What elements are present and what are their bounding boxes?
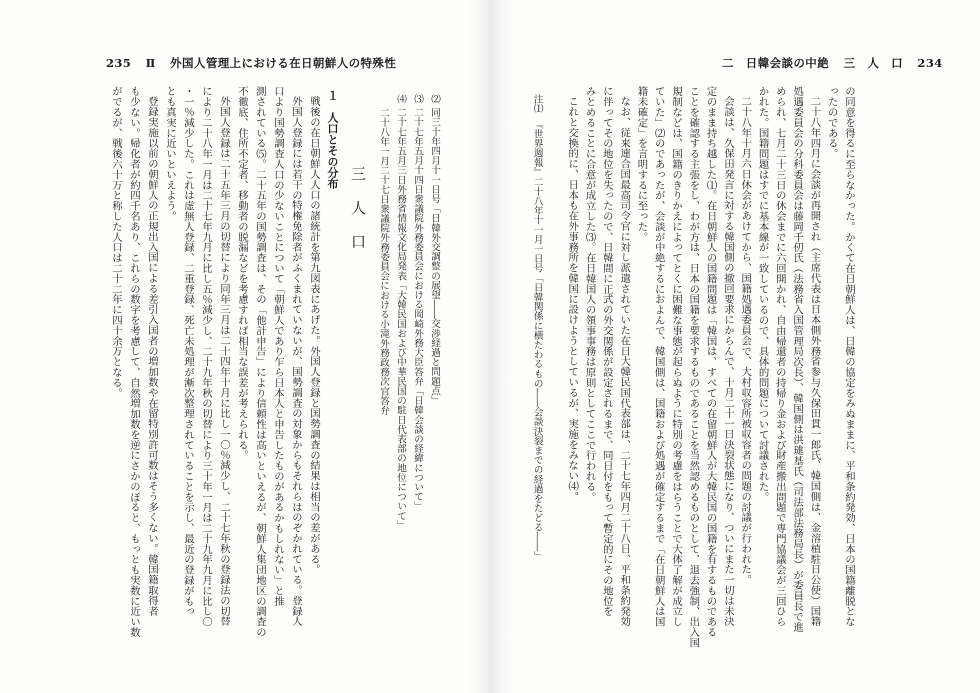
note-marker: ⑵ — [429, 94, 440, 104]
body-line: 処遇委員会の分科委員会は藤岡千仞氏（法務省入国管理局次長）、韓国側は洪璡基氏（司法部法務局長）が委員長で進 — [791, 86, 804, 632]
body-line: これと交換的に、日本も在外事務所を韓国に設けようとしているが、実施をみない⑷。 — [566, 96, 579, 502]
paragraph — [161, 86, 233, 646]
body-line: 二十八年四月に会談が再開され（主席代表は日本側外務省参与久保田貫一郎氏、韓国側は、金溶植駐日公使）国籍 — [808, 96, 821, 627]
body-line: 会談は、久保田発言に対する韓国側の撤回要求にからんで、十月二十一日決裂状態になり、ついにまた一切は未決 — [721, 96, 734, 627]
body-line: に伴ってその地位を失ったので、日韓間に正式の外交関係が設定されるまで、同日付をもって暫定的にその地位を — [600, 86, 613, 617]
body-line: がでるが、戦後六十万と称した人口は二十二年に四十余万となる。 — [110, 86, 122, 398]
note-line — [375, 86, 392, 646]
note-text: 二十七年五月十四日衆議院外務委員会における岡崎外務大臣答弁「日韓会談の経緯について」 — [412, 107, 423, 511]
body-line: かれた。国籍問題はすでに基本線が一致しているので、具体的問題について討議された。 — [756, 86, 769, 502]
body-line: により二十八年一月は二十七年九月に比し五％減少し、二十九年秋の切替により三十年一月は二十九年九月に比し〇 — [200, 86, 212, 627]
body-line: みとめることに合意が成立した⑶。在日韓国人の領事事務は原則としてここで行われる。 — [583, 86, 596, 502]
paragraph — [822, 86, 857, 646]
note-line — [392, 86, 409, 646]
note-line — [409, 86, 426, 646]
footnote — [528, 86, 545, 646]
running-title: 外国人管理上における在日朝鮮人の特殊性 — [170, 56, 397, 70]
paragraph — [233, 86, 305, 646]
paragraph — [632, 86, 736, 646]
subsection-heading: １ 人口とその分布 — [326, 90, 339, 189]
body-line: められ、七月二十三日の休会までに六回開かれ、自由帰還者の持帰り金および財産搬出問題で専門協議会が三回ひら — [773, 86, 786, 627]
body-line: ったのである。 — [825, 86, 838, 159]
body-line: 定のまま持ち越した⑴。在日朝鮮人の国籍問題は「韓国は、すべての在留朝鮮人が大韓民国の国籍を有するものである — [704, 86, 717, 638]
body-line: 登録実施以前の朝鮮人の正規出入国による差引入国者の増加数や在留特別許可数はそう多くない。韓国籍取得者 — [146, 96, 158, 617]
right-page-header — [722, 55, 943, 71]
note-line — [426, 86, 443, 646]
book-gutter — [468, 0, 512, 693]
paragraph — [580, 86, 632, 646]
paragraph — [107, 86, 161, 646]
note-marker: ⑶ — [412, 94, 423, 104]
body-line: ・一％減少した。これは虚無人登録、二重登録、死亡未処理が漸次整理されていることを示し、最近の登録がもっ — [182, 86, 194, 617]
body-line: 外国人登録には若干の特権免除者がふくまれていないが、国勢調査の対象からもそれらはのぞかれている。登録人 — [290, 96, 302, 627]
body-line: も少ない。帰化者が約四千名あり、これらの数字を考慮して、自然増加数を逆にさかのぼると、もっとも実数に近い数 — [128, 86, 140, 638]
paragraph — [563, 86, 580, 646]
body-line: 規制などは、国籍のきりかえによってとくに困難な事態が起らぬように特別の考慮をはらうことで大体了解が成立し — [670, 86, 683, 627]
right-page-text — [528, 86, 857, 646]
body-line: 外国人登録は二十五年三月の切替により同年三月は二十四年十月に比し一〇％減少し、二十七年秋の登録法の切替 — [218, 96, 230, 627]
body-line: ことを確認する主張をし、わが方は、日本の国籍を要求するものであることを当然認めるものとして、退去強制、出入国 — [687, 86, 700, 648]
section-heading: 三 人 口 — [349, 166, 367, 251]
body-line: 籍未確定」を言明するに至った。 — [635, 86, 648, 242]
body-line: とも真実に近いといえよう。 — [164, 86, 176, 222]
note-text: 同三十年四月十一日号「日韓外交調整の展望――交渉経過と問題点」 — [429, 107, 440, 406]
note-text: 『世界週報』二十八年十一月一日号「日韓関係に横たわるもの――会談決裂までの経過をたどる――」 — [531, 119, 543, 561]
body-line: 二十八年十月六日休会があけてから、国籍処遇委員会で、大村収容所被収容者の問題の討議が行われた。 — [739, 96, 752, 586]
note-marker: 注⑴ — [531, 94, 543, 114]
body-line: 測されている⑸。二十五年の国勢調査は、その「他計申告」により信頼性は高いといえるが、朝鮮人集団地区の調査の — [254, 86, 266, 638]
page-number: 234 — [917, 56, 943, 70]
paragraph — [753, 86, 822, 646]
left-page-text — [107, 86, 443, 646]
body-line: 口より国勢調査人口の少ないことについて「朝鮮人であり乍ら日本人と申告したものがあるかもしれない」と推 — [272, 86, 284, 606]
note-text: 二十七年五月三日外務省情報文化局発表「大韓民国および中華民国の駐日代表部の地位について」 — [395, 107, 406, 531]
running-section: 三 人 口 — [843, 56, 904, 70]
body-line: 戦後の在日朝鮮人人口の諸統計を第九図表にあげた。外国人登録と国勢調査の結果は相当の差がある。 — [308, 96, 320, 575]
note-marker: ⑷ — [395, 94, 406, 104]
body-line: 不徹底、住所不定者、移動者の脱漏などを考慮すれば相当な誤差が考えられる。 — [236, 86, 248, 461]
note-text: 二十八年一月二十七日衆議院外務委員会における小滝外務政務次官答弁 — [378, 108, 389, 416]
section-title: 二 日韓会談の中絶 — [722, 56, 830, 70]
body-line: の同意を得るに至らなかった。かくて在日朝鮮人は、日韓の協定をみぬままに、平和条約発効、日本の国籍離脱とな — [843, 86, 855, 627]
body-line: ていた」⑵のであったが、会談が中絶するにおよんで、韓国側は、国籍および処遇が確定するまで「在日朝鮮人は国 — [652, 86, 665, 627]
chapter-numeral: Ⅱ — [145, 56, 156, 70]
left-page-header — [106, 55, 396, 71]
page-number: 235 — [106, 56, 132, 70]
body-line: なお、従来連合国最高司令官に対し派遣されていた在日大韓民国代表部は、二十七年四月二十八日、平和条約発効 — [618, 96, 631, 627]
paragraph — [305, 86, 323, 646]
paragraph — [736, 86, 753, 646]
